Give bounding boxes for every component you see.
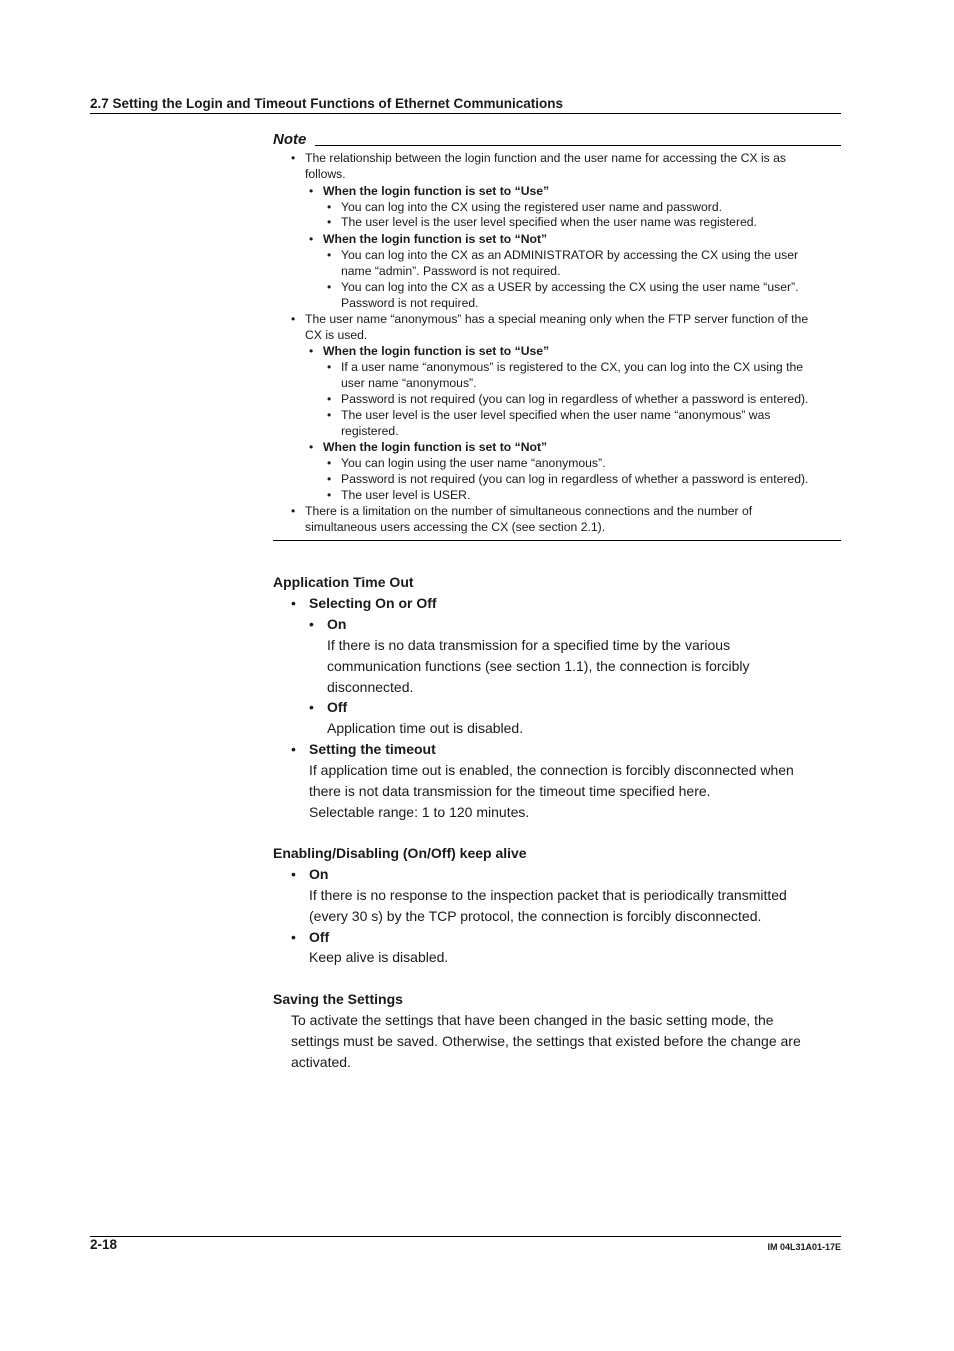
note-line: follows. [305, 167, 346, 181]
heading-keep-alive: Enabling/Disabling (On/Off) keep alive [273, 845, 527, 861]
option-on: On [327, 616, 347, 632]
bullet-icon: • [309, 232, 314, 246]
note-line: You can login using the user name “anonymous”. [341, 456, 606, 470]
body-line: To activate the settings that have been changed in the basic setting mode, the [291, 1012, 774, 1028]
note-line: The user name “anonymous” has a special meaning only when the FTP server function of the [305, 312, 809, 326]
bullet-icon: • [327, 360, 332, 374]
body-line: If application time out is enabled, the connection is forcibly disconnected when [309, 762, 794, 778]
note-line: The user level is the user level specified when the user name “anonymous” was [341, 408, 771, 422]
bullet-icon: • [291, 866, 296, 882]
bullet-icon: • [327, 392, 332, 406]
section-title: 2.7 Setting the Login and Timeout Functions of Ethernet Communications [90, 96, 564, 111]
body-line: disconnected. [327, 679, 414, 695]
body-line: communication functions (see section 1.1), the connection is forcibly [327, 658, 750, 674]
note-line: Password is not required (you can log in regardless of whether a password is entered). [341, 472, 809, 486]
body-line: Keep alive is disabled. [309, 949, 449, 965]
header-rule [90, 113, 841, 114]
note-line: user name “anonymous”. [341, 376, 477, 390]
bullet-icon: • [309, 440, 314, 454]
body-line: If there is no response to the inspection packet that is periodically transmitted [309, 887, 787, 903]
note-line: There is a limitation on the number of simultaneous connections and the number of [305, 504, 753, 518]
bullet-icon: • [309, 616, 314, 632]
bullet-icon: • [309, 344, 314, 358]
note-subheading: When the login function is set to “Use” [323, 184, 550, 198]
document-id: IM 04L31A01-17E [767, 1242, 841, 1252]
bullet-icon: • [327, 280, 332, 294]
note-line: simultaneous users accessing the CX (see section 2.1). [305, 520, 606, 534]
bullet-icon: • [327, 456, 332, 470]
page-number: 2-18 [90, 1237, 118, 1252]
heading-application-time-out: Application Time Out [273, 574, 414, 590]
body-line: there is not data transmission for the timeout time specified here. [309, 783, 711, 799]
note-line: Password is not required (you can log in regardless of whether a password is entered). [341, 392, 809, 406]
bullet-icon: • [309, 184, 314, 198]
body-line: activated. [291, 1054, 351, 1070]
note-line: CX is used. [305, 328, 368, 342]
heading-saving-settings: Saving the Settings [273, 991, 403, 1007]
option-off: Off [327, 699, 348, 715]
bullet-icon: • [291, 741, 296, 757]
body-line: Application time out is disabled. [327, 720, 524, 736]
body-line: (every 30 s) by the TCP protocol, the connection is forcibly disconnected. [309, 908, 762, 924]
bullet-icon: • [327, 200, 332, 214]
note-line: You can log into the CX as a USER by accessing the CX using the user name “user”. [341, 280, 799, 294]
bullet-icon: • [291, 595, 296, 611]
note-label: Note [273, 131, 307, 148]
body-line: If there is no data transmission for a specified time by the various [327, 637, 731, 653]
note-line: registered. [341, 424, 399, 438]
note-top-rule [315, 145, 841, 146]
note-line: The user level is USER. [341, 488, 471, 502]
note-line: name “admin”. Password is not required. [341, 264, 561, 278]
option-on: On [309, 866, 329, 882]
note-line: The user level is the user level specified when the user name was registered. [341, 215, 757, 229]
subheading-setting-timeout: Setting the timeout [309, 741, 436, 757]
note-subheading: When the login function is set to “Not” [323, 232, 548, 246]
bullet-icon: • [327, 248, 332, 262]
bullet-icon: • [309, 699, 314, 715]
bullet-icon: • [327, 488, 332, 502]
note-line: You can log into the CX as an ADMINISTRATOR by accessing the CX using the user [341, 248, 799, 262]
bullet-icon: • [327, 472, 332, 486]
footer-rule [90, 1236, 841, 1237]
option-off: Off [309, 929, 330, 945]
note-line: The relationship between the login function and the user name for accessing the CX is as [305, 151, 787, 165]
bullet-icon: • [291, 504, 296, 518]
note-line: You can log into the CX using the registered user name and password. [341, 200, 722, 214]
bullet-icon: • [327, 408, 332, 422]
note-subheading: When the login function is set to “Not” [323, 440, 548, 454]
note-subheading: When the login function is set to “Use” [323, 344, 550, 358]
note-line: Password is not required. [341, 296, 479, 310]
body-line: settings must be saved. Otherwise, the settings that existed before the change are [291, 1033, 801, 1049]
note-line: If a user name “anonymous” is registered to the CX, you can log into the CX using the [341, 360, 804, 374]
note-bottom-rule [273, 540, 841, 541]
bullet-icon: • [291, 312, 296, 326]
bullet-icon: • [291, 151, 296, 165]
bullet-icon: • [327, 215, 332, 229]
subheading-selecting-on-off: Selecting On or Off [309, 595, 437, 611]
bullet-icon: • [291, 929, 296, 945]
body-line: Selectable range: 1 to 120 minutes. [309, 804, 530, 820]
